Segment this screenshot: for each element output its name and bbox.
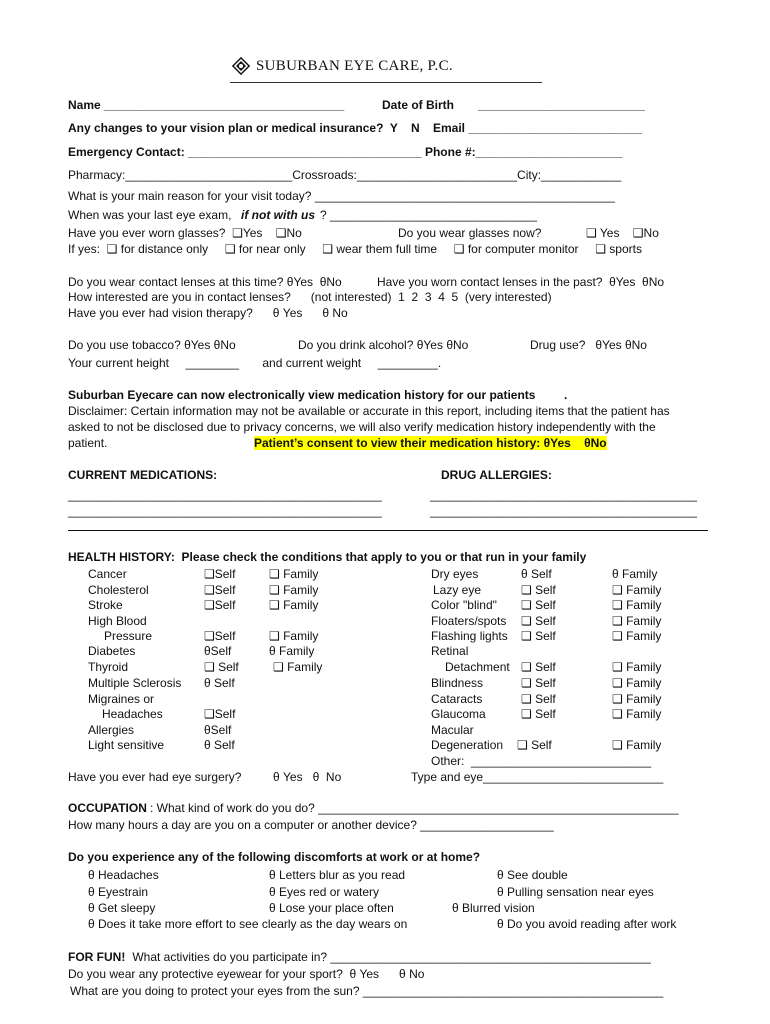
discomfort-lose-place[interactable]: θ Lose your place often (269, 901, 394, 915)
height-weight-line[interactable]: Your current height ________ and current weight _________. (68, 356, 442, 370)
flashing-lights-self[interactable]: ❑ Self (521, 629, 556, 643)
condition-light-sensitive: Light sensitive (88, 738, 165, 752)
for-fun-label: FOR FUN! (68, 950, 126, 964)
current-medications-heading: CURRENT MEDICATIONS: (68, 468, 218, 482)
blindness-family[interactable]: ❑ Family (612, 676, 662, 690)
drug-use-question[interactable]: Drug use? θYes θNo (530, 338, 647, 352)
condition-glaucoma: Glaucoma (431, 707, 486, 721)
allergies-line-2[interactable]: ________________________________________ (430, 504, 697, 518)
condition-floaters: Floaters/spots (431, 614, 507, 628)
glaucoma-self[interactable]: ❑ Self (521, 707, 556, 721)
medication-history-notice: Suburban Eyecare can now electronically view medication history for our patients (68, 388, 536, 402)
drug-allergies-heading: DRUG ALLERGIES: (441, 468, 552, 482)
condition-cataracts: Cataracts (431, 692, 483, 706)
eye-diamond-icon (232, 57, 250, 75)
blindness-self[interactable]: ❑ Self (521, 676, 556, 690)
condition-cancer: Cancer (88, 567, 127, 581)
occupation-label: OCCUPATION (68, 801, 147, 815)
discomfort-more-effort[interactable]: θ Does it take more effort to see clearly as the day wears on (88, 917, 408, 931)
disclaimer-line-3: patient. (68, 436, 108, 450)
thyroid-self[interactable]: ❑ Self (204, 660, 239, 674)
macular-degeneration-family[interactable]: ❑ Family (612, 738, 662, 752)
notice-period: . (564, 388, 568, 402)
discomfort-eyestrain[interactable]: θ Eyestrain (88, 885, 149, 899)
condition-degeneration: Degeneration (431, 738, 504, 752)
medications-line-2[interactable]: _______________________________________________ (68, 504, 382, 518)
device-hours-field[interactable]: How many hours a day are you on a computer or another device? ____________________ (68, 818, 554, 832)
condition-blindness: Blindness (431, 676, 484, 690)
discomfort-avoid-reading[interactable]: θ Do you avoid reading after work (497, 917, 677, 931)
color-blind-family[interactable]: ❑ Family (612, 598, 662, 612)
stroke-family[interactable]: ❑ Family (269, 598, 319, 612)
discomfort-see-double[interactable]: θ See double (497, 868, 568, 882)
condition-stroke: Stroke (88, 598, 123, 612)
floaters-self[interactable]: ❑ Self (521, 614, 556, 628)
cancer-family[interactable]: ❑ Family (269, 567, 319, 581)
condition-lazy-eye: Lazy eye (433, 583, 482, 597)
logo-underline (230, 82, 542, 83)
condition-dry-eyes: Dry eyes (431, 567, 479, 581)
flashing-lights-family[interactable]: ❑ Family (612, 629, 662, 643)
glaucoma-family[interactable]: ❑ Family (612, 707, 662, 721)
headaches-self[interactable]: ❑Self (204, 707, 236, 721)
allergies-self[interactable]: θSelf (204, 723, 232, 737)
thyroid-family[interactable]: ❑ Family (273, 660, 323, 674)
alcohol-question[interactable]: Do you drink alcohol? θYes θNo (298, 338, 469, 352)
condition-color-blind: Color "blind" (431, 598, 497, 612)
discomfort-blurred-vision[interactable]: θ Blurred vision (452, 901, 535, 915)
contact-interest-scale[interactable]: How interested are you in contact lenses? (not interested) 1 2 3 4 5 (very interested) (68, 290, 552, 304)
eye-surgery-options[interactable]: θ Yes θ No (273, 770, 342, 784)
eye-surgery-question: Have you ever had eye surgery? (68, 770, 242, 784)
vision-therapy-question[interactable]: Have you ever had vision therapy? θ Yes θ No (68, 306, 348, 320)
disclaimer-line-2: asked to not be disclosed due to privacy concerns, we will also verify medication history independently with the (68, 420, 656, 434)
protective-eyewear-question[interactable]: Do you wear any protective eyewear for your sport? θ Yes θ No (68, 967, 425, 981)
last-exam-label: When was your last eye exam, (68, 208, 232, 222)
condition-flashing-lights: Flashing lights (431, 629, 508, 643)
allergies-line-1[interactable]: ________________________________________ (430, 488, 697, 502)
last-exam-field[interactable]: ? _______________________________ (320, 208, 537, 222)
condition-pressure: Pressure (104, 629, 153, 643)
medication-consent[interactable]: Patient’s consent to view their medication history: θYes θNo (254, 436, 607, 450)
name-field[interactable]: Name ____________________________________ (68, 98, 345, 112)
multiple-sclerosis-self[interactable]: θ Self (204, 676, 235, 690)
glasses-worn-question[interactable]: Have you ever worn glasses? ❑Yes ❑No (68, 226, 302, 240)
condition-migraines: Migraines or (88, 692, 155, 706)
contact-lenses-past[interactable]: Have you worn contact lenses in the past? θYes θNo (377, 275, 665, 289)
condition-retinal: Retinal (431, 644, 469, 658)
discomfort-pulling-sensation[interactable]: θ Pulling sensation near eyes (497, 885, 654, 899)
condition-thyroid: Thyroid (88, 660, 129, 674)
surgery-type-field[interactable]: Type and eye___________________________ (411, 770, 664, 784)
dry-eyes-family[interactable]: θ Family (612, 567, 658, 581)
glasses-use-options[interactable]: If yes: ❑ for distance only ❑ for near only ❑ wear them full time ❑ for computer monitor ❑ sports (68, 242, 642, 256)
blood-pressure-self[interactable]: ❑Self (204, 629, 236, 643)
diabetes-self[interactable]: θSelf (204, 644, 232, 658)
visit-reason-line[interactable]: What is your main reason for your visit today? _____________________________________________ (68, 189, 616, 203)
color-blind-self[interactable]: ❑ Self (521, 598, 556, 612)
cholesterol-family[interactable]: ❑ Family (269, 583, 319, 597)
condition-cholesterol: Cholesterol (88, 583, 149, 597)
suburban-eye-care-logo (232, 57, 453, 75)
discomfort-letters-blur[interactable]: θ Letters blur as you read (269, 868, 406, 882)
dry-eyes-self[interactable]: θ Self (521, 567, 552, 581)
cataracts-self[interactable]: ❑ Self (521, 692, 556, 706)
disclaimer-line-1: Disclaimer: Certain information may not be available or accurate in this report, including items that the patient has (68, 404, 670, 418)
light-sensitive-self[interactable]: θ Self (204, 738, 235, 752)
date-of-birth-label: Date of Birth (382, 98, 454, 112)
floaters-family[interactable]: ❑ Family (612, 614, 662, 628)
sun-protection-field[interactable]: What are you doing to protect your eyes from the sun? _____________________________________________ (70, 984, 664, 998)
condition-high-blood: High Blood (88, 614, 147, 628)
discomfort-headaches[interactable]: θ Headaches (88, 868, 159, 882)
discomforts-heading: Do you experience any of the following discomforts at work or at home? (68, 850, 481, 864)
cancer-self[interactable]: ❑Self (204, 567, 236, 581)
activities-field[interactable]: What activities do you participate in? ________________________________________________ (129, 950, 651, 964)
other-condition-field[interactable]: Other: ___________________________ (431, 754, 652, 768)
retinal-detachment-family[interactable]: ❑ Family (612, 660, 662, 674)
condition-allergies: Allergies (88, 723, 135, 737)
occupation-field[interactable]: : What kind of work do you do? ______________________________________________________ (150, 801, 679, 815)
condition-multiple-sclerosis: Multiple Sclerosis (88, 676, 182, 690)
diabetes-family[interactable]: θ Family (269, 644, 315, 658)
condition-macular: Macular (431, 723, 474, 737)
cholesterol-self[interactable]: ❑Self (204, 583, 236, 597)
date-of-birth-field[interactable]: _________________________ (478, 98, 645, 112)
lazy-eye-family[interactable]: ❑ Family (612, 583, 662, 597)
macular-degeneration-self[interactable]: ❑ Self (517, 738, 552, 752)
medications-line-1[interactable]: _______________________________________________ (68, 488, 382, 502)
tobacco-question[interactable]: Do you use tobacco? θYes θNo (68, 338, 236, 352)
cataracts-family[interactable]: ❑ Family (612, 692, 662, 706)
contact-lenses-now[interactable]: Do you wear contact lenses at this time? θYes θNo (68, 275, 342, 289)
retinal-detachment-self[interactable]: ❑ Self (521, 660, 556, 674)
condition-headaches: Headaches (102, 707, 163, 721)
logo-text: SUBURBAN EYE CARE, P.C. (256, 57, 453, 74)
lazy-eye-self[interactable]: ❑ Self (521, 583, 556, 597)
condition-detachment: Detachment (445, 660, 510, 674)
section-divider (68, 530, 708, 531)
insurance-email-line[interactable]: Any changes to your vision plan or medical insurance? Y N Email __________________________ (68, 121, 642, 135)
discomfort-eyes-red[interactable]: θ Eyes red or watery (269, 885, 380, 899)
condition-diabetes: Diabetes (88, 644, 136, 658)
emergency-contact-line[interactable]: Emergency Contact: ___________________________________ Phone #:______________________ (68, 145, 623, 159)
pharmacy-line[interactable]: Pharmacy:_________________________Crossroads:________________________City:____________ (68, 168, 622, 182)
health-history-heading: HEALTH HISTORY: Please check the conditions that apply to you or that run in your family (68, 550, 587, 564)
blood-pressure-family[interactable]: ❑ Family (269, 629, 319, 643)
last-exam-emphasis: if not with us (241, 208, 315, 222)
stroke-self[interactable]: ❑Self (204, 598, 236, 612)
glasses-now-label: Do you wear glasses now? (398, 226, 542, 240)
discomfort-get-sleepy[interactable]: θ Get sleepy (88, 901, 156, 915)
glasses-now-options[interactable]: ❑ Yes ❑No (586, 226, 659, 240)
